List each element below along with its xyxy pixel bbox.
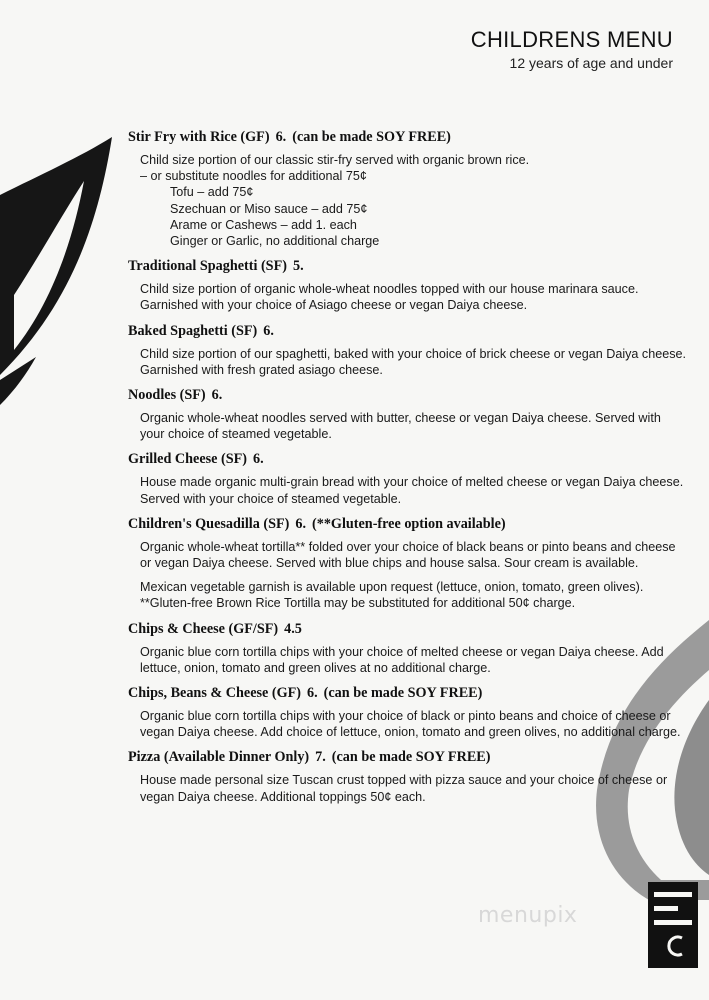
menu-item-name: Stir Fry with Rice (GF) — [128, 129, 270, 145]
menu-item — [128, 386, 688, 442]
menu-item-heading — [128, 515, 688, 533]
description-paragraph: House made personal size Tuscan crust topped with pizza sauce and your choice of cheese or vegan Daiya cheese. Additional toppings 50¢ each. — [140, 773, 668, 804]
description-line: Child size portion of our classic stir-fry served with organic brown rice. — [140, 153, 530, 167]
menu-item-name: Traditional Spaghetti (SF) — [128, 258, 287, 275]
watermark-text: menupix — [478, 903, 578, 928]
menu-subtitle: 12 years of age and under — [509, 55, 673, 71]
menu-item-name: Grilled Cheese (SF) — [128, 451, 247, 468]
menu-item-heading — [128, 322, 688, 340]
description-paragraph: House made organic multi-grain bread with your choice of melted cheese or vegan Daiya cheese. Served with your choice of steamed vegetable. — [140, 475, 684, 506]
description-line: – or substitute noodles for additional 75¢ — [140, 169, 367, 184]
menu-item-price: 7. — [315, 749, 326, 766]
menu-item-description — [140, 474, 688, 506]
menu-item — [128, 257, 688, 313]
option-line: Arame or Cashews – add 1. each — [170, 217, 357, 232]
menu-item-price: 6. — [295, 515, 306, 532]
menu-item-name: Pizza (Available Dinner Only) — [128, 749, 310, 766]
description-paragraph: Organic blue corn tortilla chips with your choice of black or pinto beans and choice of cheese or vegan Daiya cheese. Add choice of lettuce, onion, tomato and green olives, no additional charge. — [140, 709, 681, 740]
menu-item-description — [140, 410, 688, 442]
menu-item — [128, 322, 688, 378]
menu-item-heading — [128, 684, 688, 702]
menu-item-price: 6. — [307, 685, 318, 702]
menu-item-description — [140, 708, 688, 740]
menu-item-price: 6. — [263, 322, 274, 339]
description-paragraph: Organic whole-wheat noodles served with butter, cheese or vegan Daiya cheese. Served with your choice of steamed vegetable. — [140, 411, 661, 442]
option-line: Szechuan or Miso sauce – add 75¢ — [170, 201, 368, 216]
menu-item — [128, 450, 688, 506]
option-line: Tofu – add 75¢ — [170, 185, 254, 200]
menu-item — [128, 684, 688, 740]
menu-item-note: (can be made SOY FREE) — [292, 129, 451, 145]
menu-item-heading — [128, 450, 688, 468]
menu-item — [128, 128, 688, 249]
menu-item-price: 6. — [275, 129, 287, 145]
menu-item-note: (can be made SOY FREE) — [323, 685, 483, 702]
menu-item-description — [140, 644, 688, 676]
description-paragraph: Organic blue corn tortilla chips with your choice of melted cheese or vegan Daiya cheese. Add lettuce, onion, tomato and green olives at no additional charge. — [140, 644, 664, 675]
menu-item-name: Baked Spaghetti (SF) — [128, 322, 258, 339]
description-paragraph: Organic whole-wheat tortilla** folded over your choice of black beans or pinto beans and cheese or vegan Daiya cheese. Served with blue chips and house salsa. Sour cream is available. — [140, 539, 676, 571]
menu-item-price: 4.5 — [284, 620, 302, 637]
option-line: Ginger or Garlic, no additional charge — [170, 234, 380, 249]
menu-item-description — [140, 152, 688, 249]
menu-item-price: 6. — [253, 451, 264, 468]
menu-item-price: 6. — [211, 387, 223, 404]
menu-item-heading — [128, 748, 688, 766]
menu-item-name: Children's Quesadilla (SF) — [128, 515, 290, 532]
restaurant-logo-icon — [648, 882, 698, 968]
menu-item — [128, 515, 688, 612]
menu-item-name: Noodles (SF) — [128, 387, 206, 404]
menu-header — [471, 28, 673, 71]
menu-item-heading — [128, 386, 688, 404]
menu-item — [128, 620, 688, 676]
menu-item-price: 5. — [292, 258, 304, 275]
menu-item-heading — [128, 257, 688, 275]
description-paragraph: Child size portion of our spaghetti, baked with your choice of brick cheese or vegan Daiya cheese. Garnished with fresh grated asiago cheese. — [140, 346, 687, 377]
menu-item-heading — [128, 620, 688, 638]
menu-items-list — [128, 128, 688, 813]
description-paragraph: Mexican vegetable garnish is available upon request (lettuce, onion, tomato, green olives). **Gluten-free Brown Rice Tortilla may be substituted for additional 50¢ charge. — [140, 580, 644, 611]
menu-item-description — [140, 346, 688, 378]
menu-item-description — [140, 772, 688, 804]
menu-item-note: (can be made SOY FREE) — [331, 749, 491, 766]
menu-item-heading — [128, 128, 688, 146]
menu-item — [128, 748, 688, 804]
description-paragraph: Child size portion of organic whole-wheat noodles topped with our house marinara sauce. Garnished with your choice of Asiago cheese or vegan Daiya cheese. — [140, 282, 639, 313]
menu-item-name: Chips & Cheese (GF/SF) — [128, 620, 279, 637]
leaf-decoration-left — [0, 135, 112, 410]
menu-item-name: Chips, Beans & Cheese (GF) — [128, 685, 302, 702]
menu-item-description — [140, 539, 688, 612]
menu-title: CHILDRENS MENU — [470, 27, 673, 52]
menu-item-description — [140, 281, 688, 313]
menu-item-note: (**Gluten-free option available) — [312, 515, 506, 532]
